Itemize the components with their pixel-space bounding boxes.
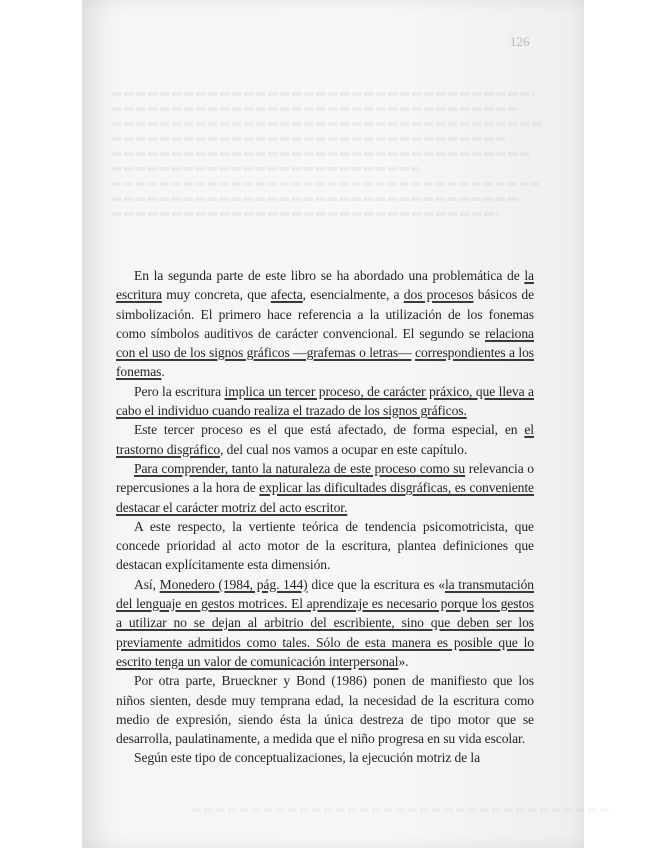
text-segment: Este tercer proceso es el que está afectado, de forma especial, en	[134, 422, 525, 438]
underlined-text: la transmutación del lenguaje en gestos motrices. El aprendizaje es necesario porque los gestos a utilizar no se dejan al arbitrio del escribiente, sino que deben ser los previamente admitidos como tales. Sólo de esta manera es posible que lo escrito tenga un valor de comunicación interpersonal	[116, 576, 534, 669]
body-text	[116, 266, 534, 768]
text-segment: , esencialmente, a	[302, 287, 404, 303]
text-segment: Así,	[134, 576, 160, 592]
text-segment: ».	[398, 653, 409, 669]
underlined-text: explicar las dificultades disgráficas, es conveniente destacar el carácter motriz del acto escritor.	[116, 480, 534, 515]
underlined-text: Para comprender, tanto la naturaleza de este proceso como su	[134, 460, 466, 476]
text-segment: A este respecto, la vertiente teórica de tendencia psicomotricista, que concede prioridad al acto motor de la escritura, plantea definiciones que destacan explícitamente esta dimensión.	[116, 518, 534, 573]
underlined-text: el trastorno disgráfico	[116, 422, 534, 457]
text-segment: En la segunda parte de este libro se ha abordado una problemática de	[134, 268, 525, 283]
underlined-text: correspondientes a los fonemas	[116, 345, 534, 380]
underlined-text: la escritura	[116, 268, 534, 303]
underlined-text: implica un tercer proceso, de carácter práxico, que lleva a cabo el individuo cuando realiza el trazado de los signos gráficos.	[116, 383, 534, 419]
paragraph	[116, 266, 534, 382]
paragraph	[116, 575, 534, 671]
text-segment: muy concreta, que	[161, 287, 271, 303]
bleed-through-line	[192, 808, 612, 812]
underlined-text: Monedero (1984, pág. 144)	[159, 576, 308, 592]
paragraph	[116, 517, 534, 575]
text-segment: relevancia o repercusiones a la hora de	[116, 460, 535, 496]
text-segment: Según este tipo de conceptualizaciones, la ejecución motriz de la	[134, 750, 481, 766]
text-segment: Pero la escritura	[134, 383, 225, 399]
underlined-text: dos procesos	[403, 287, 474, 303]
text-segment: , del cual nos vamos a ocupar en este capítulo.	[220, 441, 468, 457]
paragraph	[116, 748, 534, 767]
text-segment: .	[161, 364, 165, 380]
underlined-text: relaciona con el uso de los signos gráficos —grafemas o letras—	[116, 325, 534, 361]
text-segment: dice que la escritura es «	[307, 576, 445, 592]
bleed-through-text	[112, 92, 552, 227]
text-segment: básicos de simbolización. El primero hace referencia a la utilización de los fonemas como símbolos auditivos de carácter convencional. El segundo se	[116, 287, 534, 341]
paragraph	[116, 382, 534, 421]
paragraph	[116, 459, 534, 517]
paragraph	[116, 671, 534, 748]
page-number: 126	[510, 34, 530, 49]
paragraph	[116, 420, 534, 459]
underlined-text: afecta	[270, 287, 303, 303]
text-segment: Por otra parte, Brueckner y Bond (1986) ponen de manifiesto que los niños sienten, desde muy temprana edad, la necesidad de la escritura como medio de expresión, siendo ésta la única destreza de tipo motor que se desarrolla, paulatinamente, a medida que el niño progresa en su vida escolar.	[116, 673, 534, 747]
